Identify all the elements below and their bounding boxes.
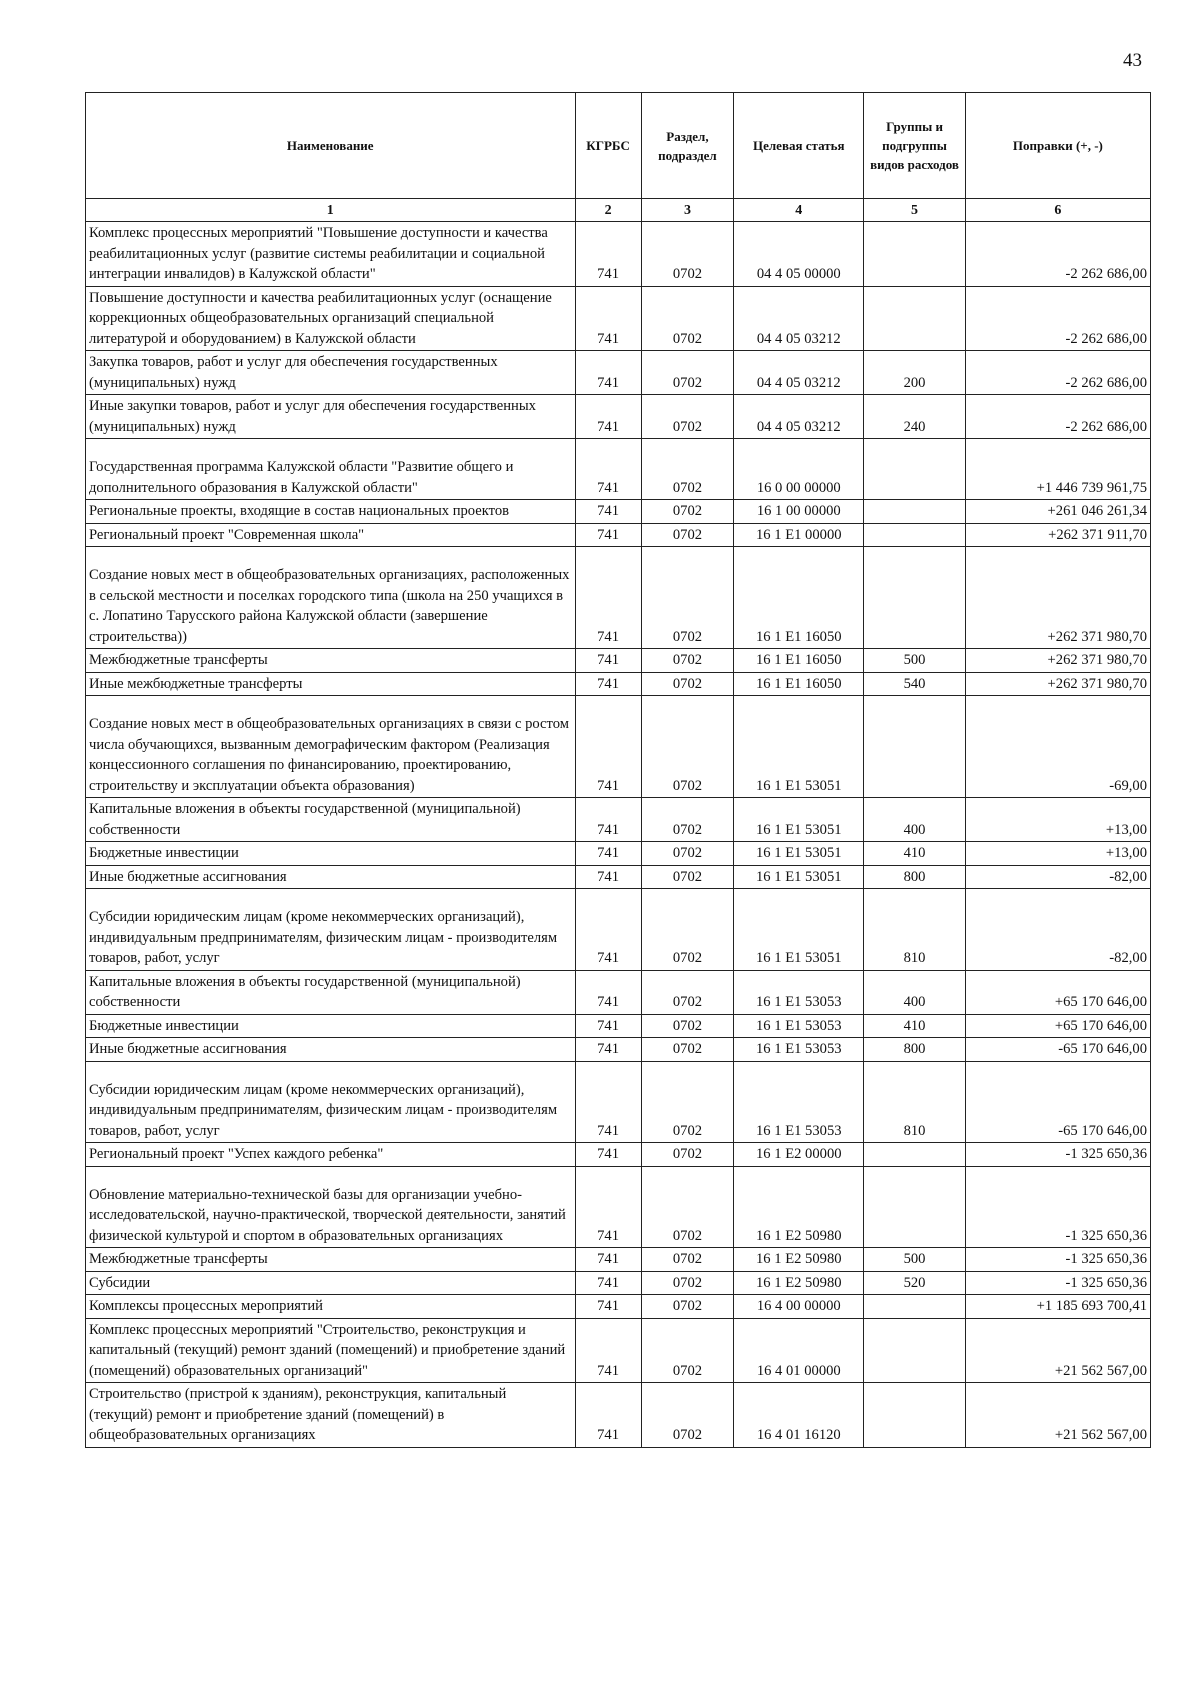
cell-kgrbs: 741 bbox=[575, 500, 641, 524]
cell-name: Строительство (пристрой к зданиям), реконструкция, капитальный (текущий) ремонт и приобретение зданий (помещений) в общеобразовательных организациях bbox=[86, 1383, 576, 1448]
cell-amount: +65 170 646,00 bbox=[965, 1014, 1150, 1038]
cell-expense-group: 500 bbox=[864, 649, 965, 673]
cell-kgrbs: 741 bbox=[575, 439, 641, 500]
cell-name: Иные бюджетные ассигнования bbox=[86, 1038, 576, 1062]
cell-name: Иные закупки товаров, работ и услуг для обеспечения государственных (муниципальных) нужд bbox=[86, 395, 576, 439]
header-section: Раздел, подраздел bbox=[641, 93, 734, 199]
cell-section: 0702 bbox=[641, 696, 734, 798]
cell-section: 0702 bbox=[641, 672, 734, 696]
cell-kgrbs: 741 bbox=[575, 1271, 641, 1295]
table-row bbox=[86, 1061, 1151, 1143]
cell-kgrbs: 741 bbox=[575, 1014, 641, 1038]
cell-name: Комплекс процессных мероприятий "Строительство, реконструкция и капитальный (текущий) ремонт зданий (помещений) и приобретение зданий (помещений) образовательных организаций" bbox=[86, 1318, 576, 1383]
table-row bbox=[86, 889, 1151, 971]
cell-amount: -1 325 650,36 bbox=[965, 1166, 1150, 1248]
cell-name: Субсидии юридическим лицам (кроме некоммерческих организаций), индивидуальным предпринимателям, физическим лицам - производителям товаров, работ, услуг bbox=[86, 889, 576, 971]
cell-expense-group bbox=[864, 1143, 965, 1167]
cell-target-article: 16 0 00 00000 bbox=[734, 439, 864, 500]
table-row bbox=[86, 547, 1151, 649]
cell-section: 0702 bbox=[641, 1038, 734, 1062]
table-row bbox=[86, 1166, 1151, 1248]
cell-kgrbs: 741 bbox=[575, 970, 641, 1014]
cell-section: 0702 bbox=[641, 1295, 734, 1319]
cell-expense-group bbox=[864, 1295, 965, 1319]
cell-amount: -1 325 650,36 bbox=[965, 1271, 1150, 1295]
cell-target-article: 16 1 E2 50980 bbox=[734, 1166, 864, 1248]
cell-target-article: 16 4 00 00000 bbox=[734, 1295, 864, 1319]
cell-amount: -82,00 bbox=[965, 865, 1150, 889]
cell-section: 0702 bbox=[641, 286, 734, 351]
cell-kgrbs: 741 bbox=[575, 1061, 641, 1143]
cell-name: Государственная программа Калужской области "Развитие общего и дополнительного образования в Калужской области" bbox=[86, 439, 576, 500]
cell-name: Капитальные вложения в объекты государственной (муниципальной) собственности bbox=[86, 970, 576, 1014]
column-number: 5 bbox=[864, 199, 965, 222]
cell-expense-group bbox=[864, 547, 965, 649]
cell-target-article: 16 1 E1 53053 bbox=[734, 970, 864, 1014]
cell-kgrbs: 741 bbox=[575, 1383, 641, 1448]
cell-expense-group: 540 bbox=[864, 672, 965, 696]
cell-target-article: 16 1 E1 53051 bbox=[734, 889, 864, 971]
cell-amount: +261 046 261,34 bbox=[965, 500, 1150, 524]
cell-amount: +262 371 980,70 bbox=[965, 547, 1150, 649]
cell-target-article: 16 1 E1 53053 bbox=[734, 1061, 864, 1143]
table-row bbox=[86, 500, 1151, 524]
cell-kgrbs: 741 bbox=[575, 1166, 641, 1248]
column-number: 6 bbox=[965, 199, 1150, 222]
cell-section: 0702 bbox=[641, 1143, 734, 1167]
cell-expense-group bbox=[864, 286, 965, 351]
cell-expense-group: 520 bbox=[864, 1271, 965, 1295]
table-row bbox=[86, 286, 1151, 351]
table-row bbox=[86, 672, 1151, 696]
header-name: Наименование bbox=[86, 93, 576, 199]
cell-amount: +262 371 980,70 bbox=[965, 672, 1150, 696]
page-number: 43 bbox=[1123, 50, 1142, 71]
cell-name: Субсидии bbox=[86, 1271, 576, 1295]
cell-target-article: 16 4 01 16120 bbox=[734, 1383, 864, 1448]
cell-target-article: 04 4 05 03212 bbox=[734, 395, 864, 439]
column-number: 2 bbox=[575, 199, 641, 222]
cell-target-article: 16 1 E1 16050 bbox=[734, 649, 864, 673]
cell-section: 0702 bbox=[641, 395, 734, 439]
cell-section: 0702 bbox=[641, 970, 734, 1014]
cell-amount: -1 325 650,36 bbox=[965, 1248, 1150, 1272]
cell-kgrbs: 741 bbox=[575, 865, 641, 889]
cell-amount: +65 170 646,00 bbox=[965, 970, 1150, 1014]
cell-target-article: 16 1 E1 53051 bbox=[734, 865, 864, 889]
cell-kgrbs: 741 bbox=[575, 889, 641, 971]
table-row bbox=[86, 1383, 1151, 1448]
cell-section: 0702 bbox=[641, 649, 734, 673]
cell-name: Комплекс процессных мероприятий "Повышение доступности и качества реабилитационных услуг (развитие системы реабилитации и социальной интеграции инвалидов) в Калужской области" bbox=[86, 222, 576, 287]
cell-amount: -2 262 686,00 bbox=[965, 286, 1150, 351]
table-row bbox=[86, 1318, 1151, 1383]
cell-target-article: 04 4 05 03212 bbox=[734, 286, 864, 351]
cell-section: 0702 bbox=[641, 1014, 734, 1038]
cell-name: Закупка товаров, работ и услуг для обеспечения государственных (муниципальных) нужд bbox=[86, 351, 576, 395]
table-header-row bbox=[86, 93, 1151, 199]
cell-section: 0702 bbox=[641, 1271, 734, 1295]
cell-amount: -65 170 646,00 bbox=[965, 1061, 1150, 1143]
cell-section: 0702 bbox=[641, 1061, 734, 1143]
cell-kgrbs: 741 bbox=[575, 1038, 641, 1062]
cell-name: Повышение доступности и качества реабилитационных услуг (оснащение коррекционных общеобразовательных организаций специальной литературой и оборудованием) в Калужской области bbox=[86, 286, 576, 351]
cell-expense-group bbox=[864, 1383, 965, 1448]
cell-name: Региональный проект "Современная школа" bbox=[86, 523, 576, 547]
table-row bbox=[86, 222, 1151, 287]
cell-section: 0702 bbox=[641, 222, 734, 287]
cell-amount: +1 446 739 961,75 bbox=[965, 439, 1150, 500]
table-row bbox=[86, 1143, 1151, 1167]
table-body bbox=[86, 222, 1151, 1448]
cell-name: Капитальные вложения в объекты государственной (муниципальной) собственности bbox=[86, 798, 576, 842]
header-amendments: Поправки (+, -) bbox=[965, 93, 1150, 199]
cell-kgrbs: 741 bbox=[575, 547, 641, 649]
cell-kgrbs: 741 bbox=[575, 1295, 641, 1319]
cell-section: 0702 bbox=[641, 1248, 734, 1272]
header-target-article: Целевая статья bbox=[734, 93, 864, 199]
cell-target-article: 16 1 E1 53051 bbox=[734, 696, 864, 798]
table-row bbox=[86, 1295, 1151, 1319]
table-row bbox=[86, 395, 1151, 439]
cell-target-article: 16 4 01 00000 bbox=[734, 1318, 864, 1383]
table-row bbox=[86, 865, 1151, 889]
cell-section: 0702 bbox=[641, 842, 734, 866]
cell-kgrbs: 741 bbox=[575, 1143, 641, 1167]
header-expense-group: Группы и подгруппы видов расходов bbox=[864, 93, 965, 199]
cell-expense-group: 200 bbox=[864, 351, 965, 395]
cell-amount: -2 262 686,00 bbox=[965, 222, 1150, 287]
cell-target-article: 16 1 E1 00000 bbox=[734, 523, 864, 547]
table-row bbox=[86, 649, 1151, 673]
cell-target-article: 16 1 E1 53051 bbox=[734, 798, 864, 842]
cell-target-article: 16 1 E1 16050 bbox=[734, 547, 864, 649]
cell-kgrbs: 741 bbox=[575, 1248, 641, 1272]
cell-target-article: 16 1 E2 50980 bbox=[734, 1248, 864, 1272]
cell-expense-group: 400 bbox=[864, 798, 965, 842]
table-row bbox=[86, 1014, 1151, 1038]
cell-amount: -1 325 650,36 bbox=[965, 1143, 1150, 1167]
cell-kgrbs: 741 bbox=[575, 672, 641, 696]
cell-kgrbs: 741 bbox=[575, 842, 641, 866]
cell-expense-group: 800 bbox=[864, 865, 965, 889]
cell-kgrbs: 741 bbox=[575, 286, 641, 351]
cell-expense-group bbox=[864, 1166, 965, 1248]
table-row bbox=[86, 523, 1151, 547]
cell-name: Региональный проект "Успех каждого ребенка" bbox=[86, 1143, 576, 1167]
cell-kgrbs: 741 bbox=[575, 649, 641, 673]
column-number: 4 bbox=[734, 199, 864, 222]
cell-kgrbs: 741 bbox=[575, 696, 641, 798]
cell-name: Межбюджетные трансферты bbox=[86, 1248, 576, 1272]
cell-section: 0702 bbox=[641, 889, 734, 971]
cell-amount: +1 185 693 700,41 bbox=[965, 1295, 1150, 1319]
column-number-row bbox=[86, 199, 1151, 222]
cell-expense-group: 400 bbox=[864, 970, 965, 1014]
table-row bbox=[86, 1038, 1151, 1062]
cell-expense-group: 800 bbox=[864, 1038, 965, 1062]
cell-amount: -2 262 686,00 bbox=[965, 395, 1150, 439]
cell-target-article: 16 1 E1 16050 bbox=[734, 672, 864, 696]
cell-target-article: 16 1 E1 53053 bbox=[734, 1014, 864, 1038]
cell-name: Комплексы процессных мероприятий bbox=[86, 1295, 576, 1319]
cell-expense-group bbox=[864, 500, 965, 524]
cell-name: Обновление материально-технической базы для организации учебно-исследовательской, научно-практической, творческой деятельности, занятий физической культурой и спортом в образовательных организациях bbox=[86, 1166, 576, 1248]
cell-amount: +262 371 911,70 bbox=[965, 523, 1150, 547]
cell-target-article: 16 1 E1 53051 bbox=[734, 842, 864, 866]
cell-name: Бюджетные инвестиции bbox=[86, 842, 576, 866]
cell-section: 0702 bbox=[641, 523, 734, 547]
cell-expense-group bbox=[864, 439, 965, 500]
cell-name: Иные бюджетные ассигнования bbox=[86, 865, 576, 889]
cell-name: Субсидии юридическим лицам (кроме некоммерческих организаций), индивидуальным предпринимателям, физическим лицам - производителям товаров, работ, услуг bbox=[86, 1061, 576, 1143]
table-row bbox=[86, 1271, 1151, 1295]
cell-section: 0702 bbox=[641, 351, 734, 395]
cell-amount: +262 371 980,70 bbox=[965, 649, 1150, 673]
cell-name: Региональные проекты, входящие в состав национальных проектов bbox=[86, 500, 576, 524]
cell-expense-group bbox=[864, 696, 965, 798]
table-row bbox=[86, 1248, 1151, 1272]
cell-section: 0702 bbox=[641, 1166, 734, 1248]
cell-kgrbs: 741 bbox=[575, 798, 641, 842]
cell-expense-group: 500 bbox=[864, 1248, 965, 1272]
cell-section: 0702 bbox=[641, 1318, 734, 1383]
cell-amount: +13,00 bbox=[965, 842, 1150, 866]
table-row bbox=[86, 842, 1151, 866]
cell-section: 0702 bbox=[641, 500, 734, 524]
cell-target-article: 16 1 E2 50980 bbox=[734, 1271, 864, 1295]
cell-target-article: 16 1 00 00000 bbox=[734, 500, 864, 524]
table-row bbox=[86, 439, 1151, 500]
cell-target-article: 04 4 05 00000 bbox=[734, 222, 864, 287]
header-kgrbs: КГРБС bbox=[575, 93, 641, 199]
cell-amount: -69,00 bbox=[965, 696, 1150, 798]
cell-expense-group: 410 bbox=[864, 842, 965, 866]
cell-amount: -2 262 686,00 bbox=[965, 351, 1150, 395]
cell-amount: +21 562 567,00 bbox=[965, 1318, 1150, 1383]
cell-section: 0702 bbox=[641, 547, 734, 649]
cell-kgrbs: 741 bbox=[575, 523, 641, 547]
cell-expense-group bbox=[864, 222, 965, 287]
cell-section: 0702 bbox=[641, 798, 734, 842]
cell-section: 0702 bbox=[641, 865, 734, 889]
table-row bbox=[86, 696, 1151, 798]
cell-kgrbs: 741 bbox=[575, 1318, 641, 1383]
cell-amount: -65 170 646,00 bbox=[965, 1038, 1150, 1062]
cell-amount: +21 562 567,00 bbox=[965, 1383, 1150, 1448]
budget-amendments-table bbox=[85, 92, 1151, 1448]
column-number: 1 bbox=[86, 199, 576, 222]
cell-expense-group bbox=[864, 523, 965, 547]
cell-name: Межбюджетные трансферты bbox=[86, 649, 576, 673]
cell-expense-group: 810 bbox=[864, 1061, 965, 1143]
cell-section: 0702 bbox=[641, 439, 734, 500]
cell-kgrbs: 741 bbox=[575, 351, 641, 395]
cell-name: Бюджетные инвестиции bbox=[86, 1014, 576, 1038]
cell-expense-group: 810 bbox=[864, 889, 965, 971]
cell-kgrbs: 741 bbox=[575, 222, 641, 287]
cell-name: Создание новых мест в общеобразовательных организациях, расположенных в сельской местности и поселках городского типа (школа на 250 учащихся в с. Лопатино Тарусского района Калужской области (завершение строительства)) bbox=[86, 547, 576, 649]
table-row bbox=[86, 970, 1151, 1014]
column-number: 3 bbox=[641, 199, 734, 222]
cell-name: Иные межбюджетные трансферты bbox=[86, 672, 576, 696]
table-row bbox=[86, 798, 1151, 842]
table-row bbox=[86, 351, 1151, 395]
cell-target-article: 16 1 E2 00000 bbox=[734, 1143, 864, 1167]
cell-amount: +13,00 bbox=[965, 798, 1150, 842]
cell-target-article: 16 1 E1 53053 bbox=[734, 1038, 864, 1062]
cell-amount: -82,00 bbox=[965, 889, 1150, 971]
cell-expense-group: 410 bbox=[864, 1014, 965, 1038]
cell-expense-group: 240 bbox=[864, 395, 965, 439]
cell-name: Создание новых мест в общеобразовательных организациях в связи с ростом числа обучающихся, вызванным демографическим фактором (Реализация концессионного соглашения по финансированию, проектированию, строительству и эксплуатации объекта образования) bbox=[86, 696, 576, 798]
cell-target-article: 04 4 05 03212 bbox=[734, 351, 864, 395]
cell-expense-group bbox=[864, 1318, 965, 1383]
cell-section: 0702 bbox=[641, 1383, 734, 1448]
cell-kgrbs: 741 bbox=[575, 395, 641, 439]
